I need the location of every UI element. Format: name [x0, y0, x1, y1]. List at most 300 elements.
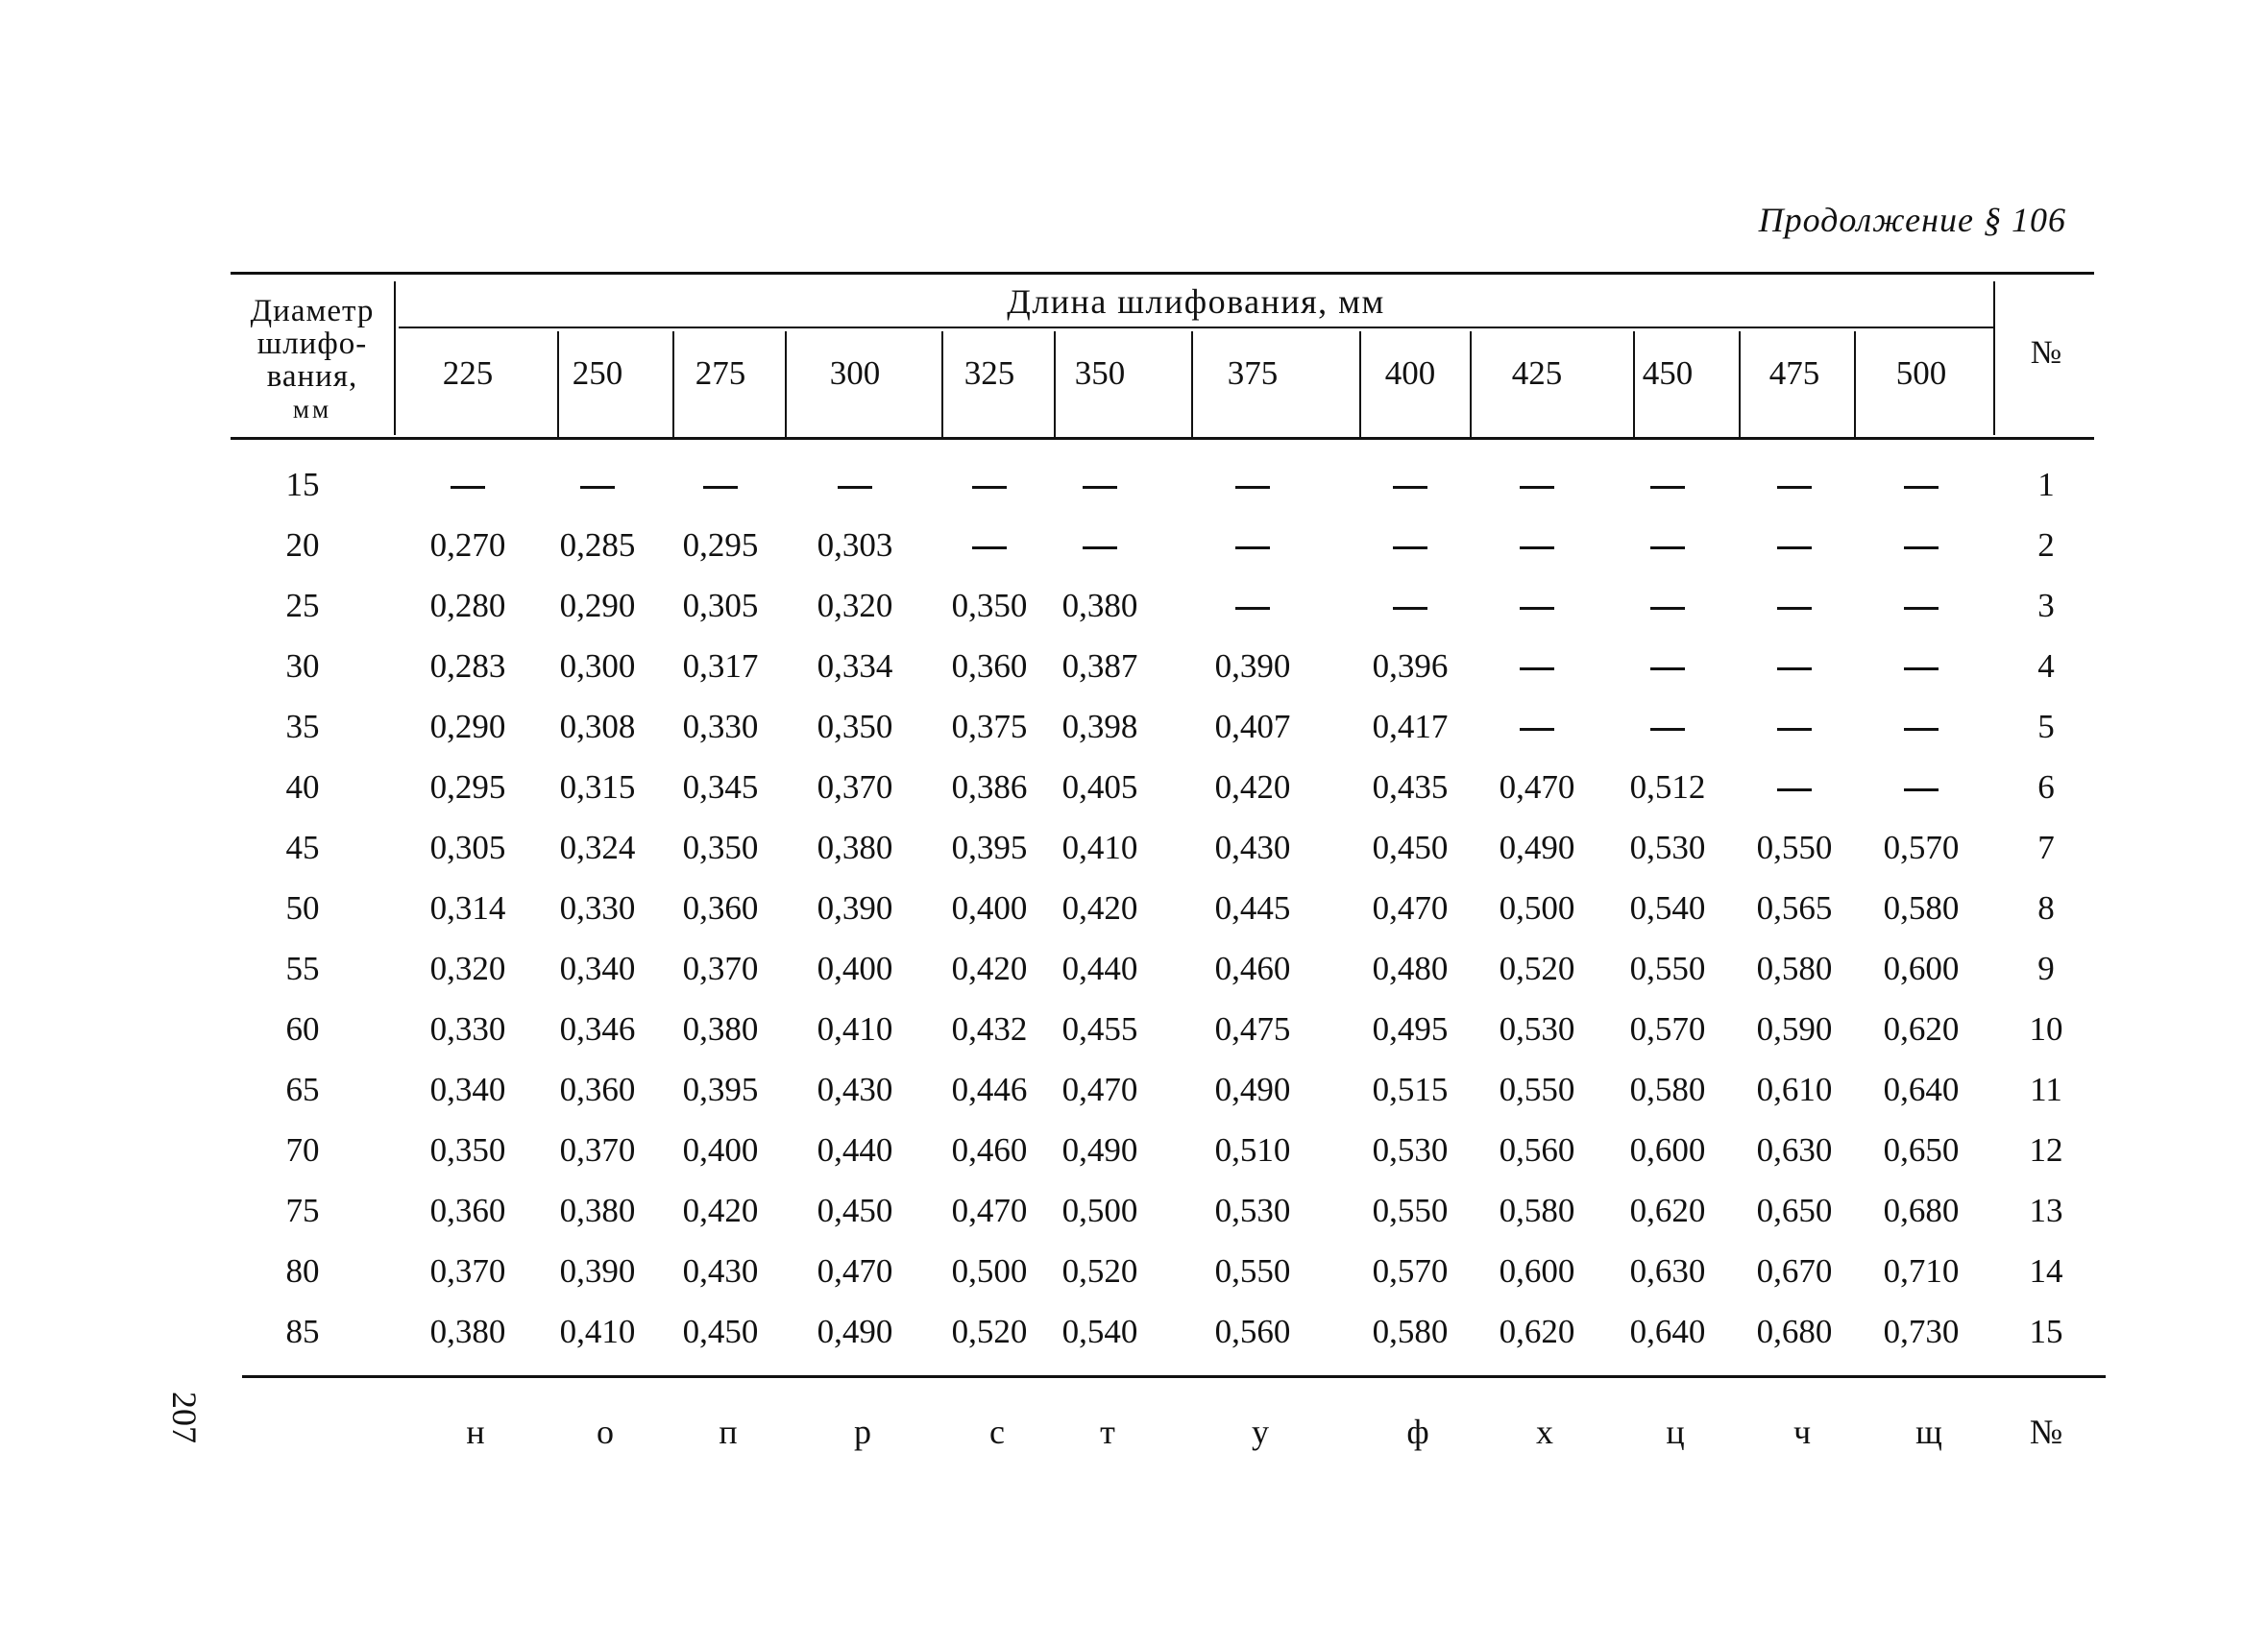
row-value	[1042, 454, 1158, 515]
row-value: 0,470	[951, 1192, 1028, 1229]
row-diameter: 20	[285, 526, 320, 564]
row-value	[1737, 696, 1852, 757]
row-value	[1610, 515, 1725, 575]
column-separator	[1359, 331, 1361, 437]
empty-value-dash	[1777, 607, 1812, 610]
table-row	[231, 878, 2094, 938]
row-value: 0,375	[951, 708, 1028, 745]
row-value: 0,405	[1061, 768, 1138, 806]
empty-value-dash	[1650, 486, 1685, 489]
column-letter-3: р	[854, 1413, 871, 1451]
row-number: 10	[2029, 1010, 2063, 1048]
empty-value-dash	[703, 486, 738, 489]
empty-value-dash	[1777, 788, 1812, 791]
row-value	[1610, 696, 1725, 757]
row-value: 0,580	[1372, 1313, 1449, 1350]
column-letter-4: с	[989, 1413, 1005, 1451]
row-value: 0,285	[559, 526, 636, 564]
row-value: 0,340	[559, 950, 636, 987]
row-value	[1737, 454, 1852, 515]
empty-value-dash	[451, 486, 485, 489]
row-value: 0,300	[559, 647, 636, 685]
diameter-label-line-1: Диаметр	[250, 294, 375, 328]
length-header-11: 500	[1895, 354, 1947, 392]
row-value: 0,590	[1756, 1010, 1833, 1048]
row-value: 0,480	[1372, 950, 1449, 987]
row-value	[1479, 575, 1595, 636]
row-value	[1864, 636, 1979, 696]
table-bottom-rule	[242, 1375, 2106, 1378]
row-value: 0,710	[1883, 1252, 1960, 1290]
row-value	[1737, 515, 1852, 575]
table-top-rule	[231, 272, 2094, 275]
row-value: 0,470	[1499, 768, 1575, 806]
table-row	[231, 575, 2094, 636]
row-value	[1479, 454, 1595, 515]
empty-value-dash	[1393, 486, 1427, 489]
row-value: 0,320	[817, 587, 893, 624]
row-value	[797, 454, 913, 515]
row-value: 0,680	[1756, 1313, 1833, 1350]
empty-value-dash	[838, 486, 872, 489]
row-diameter: 40	[285, 768, 320, 806]
row-value: 0,470	[1372, 889, 1449, 927]
row-value: 0,550	[1214, 1252, 1291, 1290]
row-value: 0,420	[682, 1192, 759, 1229]
column-separator	[1470, 331, 1472, 437]
row-value: 0,600	[1883, 950, 1960, 987]
column-separator	[941, 331, 943, 437]
row-value: 0,540	[1629, 889, 1706, 927]
row-value: 0,295	[429, 768, 506, 806]
row-value: 0,580	[1629, 1071, 1706, 1108]
empty-value-dash	[1650, 607, 1685, 610]
empty-value-dash	[1650, 546, 1685, 549]
row-number: 8	[2037, 889, 2055, 927]
row-value	[1353, 454, 1468, 515]
row-value: 0,600	[1499, 1252, 1575, 1290]
empty-value-dash	[1904, 667, 1939, 670]
row-diameter: 75	[285, 1192, 320, 1229]
column-separator	[1739, 331, 1741, 437]
row-value: 0,420	[951, 950, 1028, 987]
row-value	[1610, 454, 1725, 515]
row-value: 0,455	[1061, 1010, 1138, 1048]
row-value: 0,360	[682, 889, 759, 927]
row-value: 0,630	[1756, 1131, 1833, 1169]
row-value: 0,380	[682, 1010, 759, 1048]
empty-value-dash	[1520, 667, 1554, 670]
row-value: 0,390	[817, 889, 893, 927]
row-value	[1479, 636, 1595, 696]
row-value: 0,475	[1214, 1010, 1291, 1048]
empty-value-dash	[1520, 728, 1554, 731]
row-value: 0,620	[1883, 1010, 1960, 1048]
row-value: 0,420	[1061, 889, 1138, 927]
length-title: Длина шлифования, мм	[1007, 282, 1385, 321]
row-value: 0,350	[951, 587, 1028, 624]
row-value: 0,580	[1883, 889, 1960, 927]
table-row	[231, 999, 2094, 1059]
column-separator	[785, 331, 787, 437]
row-value: 0,520	[1499, 950, 1575, 987]
row-value: 0,490	[1499, 829, 1575, 866]
empty-value-dash	[1520, 486, 1554, 489]
row-value: 0,670	[1756, 1252, 1833, 1290]
row-value: 0,346	[559, 1010, 636, 1048]
row-value: 0,540	[1061, 1313, 1138, 1350]
row-value: 0,330	[559, 889, 636, 927]
row-value: 0,410	[559, 1313, 636, 1350]
row-value: 0,470	[1061, 1071, 1138, 1108]
row-value: 0,390	[1214, 647, 1291, 685]
page-number: 207	[165, 1392, 204, 1443]
table-row	[231, 1241, 2094, 1301]
column-letter-1: о	[597, 1413, 614, 1451]
row-value	[1864, 575, 1979, 636]
row-number: 15	[2029, 1313, 2063, 1350]
row-value: 0,303	[817, 526, 893, 564]
row-value: 0,440	[1061, 950, 1138, 987]
empty-value-dash	[1520, 546, 1554, 549]
length-header-3: 300	[829, 354, 881, 392]
row-value: 0,600	[1629, 1131, 1706, 1169]
row-value: 0,490	[1061, 1131, 1138, 1169]
row-value: 0,450	[682, 1313, 759, 1350]
row-number: 13	[2029, 1192, 2063, 1229]
column-letter-5: т	[1100, 1413, 1115, 1451]
column-separator	[1054, 331, 1056, 437]
row-value: 0,530	[1629, 829, 1706, 866]
row-value: 0,446	[951, 1071, 1028, 1108]
row-value: 0,390	[559, 1252, 636, 1290]
empty-value-dash	[1777, 486, 1812, 489]
column-letter-9: ц	[1666, 1413, 1685, 1451]
row-value: 0,330	[682, 708, 759, 745]
column-letter-8: х	[1536, 1413, 1553, 1451]
row-diameter: 50	[285, 889, 320, 927]
empty-value-dash	[580, 486, 615, 489]
row-value: 0,370	[429, 1252, 506, 1290]
length-header-6: 375	[1227, 354, 1279, 392]
row-value	[1353, 515, 1468, 575]
table-row	[231, 636, 2094, 696]
row-value: 0,350	[682, 829, 759, 866]
empty-value-dash	[1520, 607, 1554, 610]
row-number: 5	[2037, 708, 2055, 745]
row-diameter: 15	[285, 466, 320, 503]
row-value: 0,460	[1214, 950, 1291, 987]
column-separator	[1633, 331, 1635, 437]
empty-value-dash	[1393, 607, 1427, 610]
row-value: 0,530	[1214, 1192, 1291, 1229]
row-value: 0,400	[682, 1131, 759, 1169]
row-value: 0,432	[951, 1010, 1028, 1048]
row-value: 0,630	[1629, 1252, 1706, 1290]
row-value: 0,280	[429, 587, 506, 624]
row-value	[1864, 454, 1979, 515]
row-value: 0,380	[429, 1313, 506, 1350]
row-value: 0,730	[1883, 1313, 1960, 1350]
row-value: 0,565	[1756, 889, 1833, 927]
row-value: 0,430	[1214, 829, 1291, 866]
empty-value-dash	[1904, 607, 1939, 610]
row-value: 0,386	[951, 768, 1028, 806]
column-letter-11: щ	[1915, 1413, 1942, 1451]
row-value: 0,560	[1214, 1313, 1291, 1350]
row-value: 0,620	[1629, 1192, 1706, 1229]
length-title-rule	[399, 327, 1993, 328]
table-row	[231, 515, 2094, 575]
row-value	[1610, 636, 1725, 696]
column-letter-10: ч	[1792, 1413, 1812, 1451]
row-value: 0,283	[429, 647, 506, 685]
column-letter-0: н	[466, 1413, 485, 1451]
row-value: 0,420	[1214, 768, 1291, 806]
row-value: 0,380	[559, 1192, 636, 1229]
length-header-2: 275	[695, 354, 746, 392]
row-value: 0,580	[1499, 1192, 1575, 1229]
empty-value-dash	[1650, 667, 1685, 670]
empty-value-dash	[1650, 728, 1685, 731]
row-value: 0,620	[1499, 1313, 1575, 1350]
column-letter-2: п	[719, 1413, 738, 1451]
row-number: 9	[2037, 950, 2055, 987]
row-value: 0,650	[1883, 1131, 1960, 1169]
row-value: 0,314	[429, 889, 506, 927]
row-value: 0,512	[1629, 768, 1706, 806]
row-value: 0,305	[429, 829, 506, 866]
table-row	[231, 938, 2094, 999]
row-value: 0,417	[1372, 708, 1449, 745]
row-value: 0,395	[682, 1071, 759, 1108]
row-value: 0,308	[559, 708, 636, 745]
empty-value-dash	[1235, 546, 1270, 549]
row-value	[1353, 575, 1468, 636]
row-value	[1042, 515, 1158, 575]
row-value: 0,640	[1629, 1313, 1706, 1350]
column-separator	[557, 331, 559, 437]
row-value: 0,270	[429, 526, 506, 564]
diameter-label-line-3: вания,	[266, 359, 358, 394]
row-value: 0,550	[1499, 1071, 1575, 1108]
diameter-label-line-2: шлифо-	[256, 327, 368, 361]
row-value	[1195, 454, 1310, 515]
row-number: 6	[2037, 768, 2055, 806]
row-diameter: 60	[285, 1010, 320, 1048]
empty-value-dash	[1777, 667, 1812, 670]
column-separator	[672, 331, 674, 437]
row-value: 0,445	[1214, 889, 1291, 927]
row-number: 1	[2037, 466, 2055, 503]
row-diameter: 30	[285, 647, 320, 685]
row-value: 0,550	[1372, 1192, 1449, 1229]
row-diameter: 80	[285, 1252, 320, 1290]
row-value: 0,430	[682, 1252, 759, 1290]
row-value	[1610, 575, 1725, 636]
row-number: 3	[2037, 587, 2055, 624]
row-value: 0,550	[1629, 950, 1706, 987]
row-value	[932, 454, 1047, 515]
row-value: 0,560	[1499, 1131, 1575, 1169]
row-value	[1737, 575, 1852, 636]
row-value: 0,370	[559, 1131, 636, 1169]
row-number: 11	[2030, 1071, 2062, 1108]
row-value: 0,295	[682, 526, 759, 564]
row-value: 0,315	[559, 768, 636, 806]
table-row	[231, 1059, 2094, 1120]
empty-value-dash	[972, 546, 1007, 549]
row-value	[540, 454, 655, 515]
row-value: 0,380	[1061, 587, 1138, 624]
row-value	[1479, 696, 1595, 757]
row-value	[1737, 636, 1852, 696]
row-diameter: 65	[285, 1071, 320, 1108]
empty-value-dash	[1904, 546, 1939, 549]
row-value: 0,450	[817, 1192, 893, 1229]
row-value	[932, 515, 1047, 575]
empty-value-dash	[1083, 486, 1117, 489]
row-number: 7	[2037, 829, 2055, 866]
row-value: 0,400	[817, 950, 893, 987]
column-separator	[394, 281, 396, 435]
length-header-0: 225	[442, 354, 494, 392]
column-letter-7: ф	[1406, 1413, 1429, 1451]
row-value: 0,550	[1756, 829, 1833, 866]
row-diameter: 35	[285, 708, 320, 745]
row-value	[410, 454, 525, 515]
row-value: 0,580	[1756, 950, 1833, 987]
row-value: 0,360	[559, 1071, 636, 1108]
row-value: 0,370	[817, 768, 893, 806]
row-value: 0,515	[1372, 1071, 1449, 1108]
row-value: 0,350	[817, 708, 893, 745]
row-value: 0,334	[817, 647, 893, 685]
empty-value-dash	[1083, 546, 1117, 549]
row-value: 0,570	[1883, 829, 1960, 866]
column-separator	[1993, 281, 1995, 435]
length-header-4: 325	[963, 354, 1015, 392]
diameter-unit: мм	[292, 395, 332, 424]
empty-value-dash	[1777, 728, 1812, 731]
row-value: 0,395	[951, 829, 1028, 866]
row-value: 0,640	[1883, 1071, 1960, 1108]
row-value: 0,396	[1372, 647, 1449, 685]
length-header-7: 400	[1384, 354, 1436, 392]
row-value: 0,430	[817, 1071, 893, 1108]
empty-value-dash	[1393, 546, 1427, 549]
row-value: 0,610	[1756, 1071, 1833, 1108]
empty-value-dash	[1904, 728, 1939, 731]
table-row	[231, 696, 2094, 757]
row-value: 0,387	[1061, 647, 1138, 685]
row-value: 0,407	[1214, 708, 1291, 745]
row-value	[1864, 515, 1979, 575]
row-value: 0,370	[682, 950, 759, 987]
column-letter-6: у	[1252, 1413, 1269, 1451]
row-value: 0,495	[1372, 1010, 1449, 1048]
table-row	[231, 1180, 2094, 1241]
row-value: 0,490	[1214, 1071, 1291, 1108]
row-value: 0,650	[1756, 1192, 1833, 1229]
row-value: 0,500	[1061, 1192, 1138, 1229]
row-diameter: 70	[285, 1131, 320, 1169]
row-value: 0,500	[1499, 889, 1575, 927]
length-header-1: 250	[572, 354, 623, 392]
row-value: 0,410	[1061, 829, 1138, 866]
row-value: 0,510	[1214, 1131, 1291, 1169]
row-value: 0,360	[951, 647, 1028, 685]
number-header: №	[2030, 335, 2062, 371]
empty-value-dash	[1235, 486, 1270, 489]
row-number: 4	[2037, 647, 2055, 685]
row-value	[1195, 515, 1310, 575]
row-value: 0,520	[1061, 1252, 1138, 1290]
table-row	[231, 454, 2094, 515]
row-value: 0,520	[951, 1313, 1028, 1350]
empty-value-dash	[1777, 546, 1812, 549]
row-value: 0,500	[951, 1252, 1028, 1290]
table-row	[231, 757, 2094, 817]
length-header-10: 475	[1768, 354, 1820, 392]
row-value	[1479, 515, 1595, 575]
row-value: 0,470	[817, 1252, 893, 1290]
empty-value-dash	[1904, 788, 1939, 791]
row-value: 0,570	[1372, 1252, 1449, 1290]
row-value	[1864, 757, 1979, 817]
row-value: 0,530	[1499, 1010, 1575, 1048]
row-value: 0,380	[817, 829, 893, 866]
row-diameter: 55	[285, 950, 320, 987]
row-diameter: 25	[285, 587, 320, 624]
empty-value-dash	[1235, 607, 1270, 610]
row-value: 0,490	[817, 1313, 893, 1350]
row-value: 0,450	[1372, 829, 1449, 866]
row-value: 0,360	[429, 1192, 506, 1229]
row-value: 0,680	[1883, 1192, 1960, 1229]
row-value: 0,305	[682, 587, 759, 624]
row-value: 0,324	[559, 829, 636, 866]
row-value: 0,317	[682, 647, 759, 685]
row-value: 0,330	[429, 1010, 506, 1048]
row-number: 14	[2029, 1252, 2063, 1290]
row-value: 0,320	[429, 950, 506, 987]
empty-value-dash	[1904, 486, 1939, 489]
column-separator	[1191, 331, 1193, 437]
table-row	[231, 1120, 2094, 1180]
row-value: 0,350	[429, 1131, 506, 1169]
row-number: 2	[2037, 526, 2055, 564]
row-value: 0,410	[817, 1010, 893, 1048]
row-diameter: 45	[285, 829, 320, 866]
length-header-8: 425	[1511, 354, 1563, 392]
row-value: 0,435	[1372, 768, 1449, 806]
caption: Продолжение § 106	[1758, 201, 2066, 239]
row-value: 0,398	[1061, 708, 1138, 745]
table-row	[231, 817, 2094, 878]
row-value	[1195, 575, 1310, 636]
row-value: 0,340	[429, 1071, 506, 1108]
row-value: 0,290	[429, 708, 506, 745]
row-value: 0,440	[817, 1131, 893, 1169]
column-separator	[1854, 331, 1856, 437]
row-value: 0,290	[559, 587, 636, 624]
row-number: 12	[2029, 1131, 2063, 1169]
diameter-header	[231, 295, 394, 425]
length-header-9: 450	[1642, 354, 1694, 392]
row-value: 0,570	[1629, 1010, 1706, 1048]
row-value: 0,460	[951, 1131, 1028, 1169]
